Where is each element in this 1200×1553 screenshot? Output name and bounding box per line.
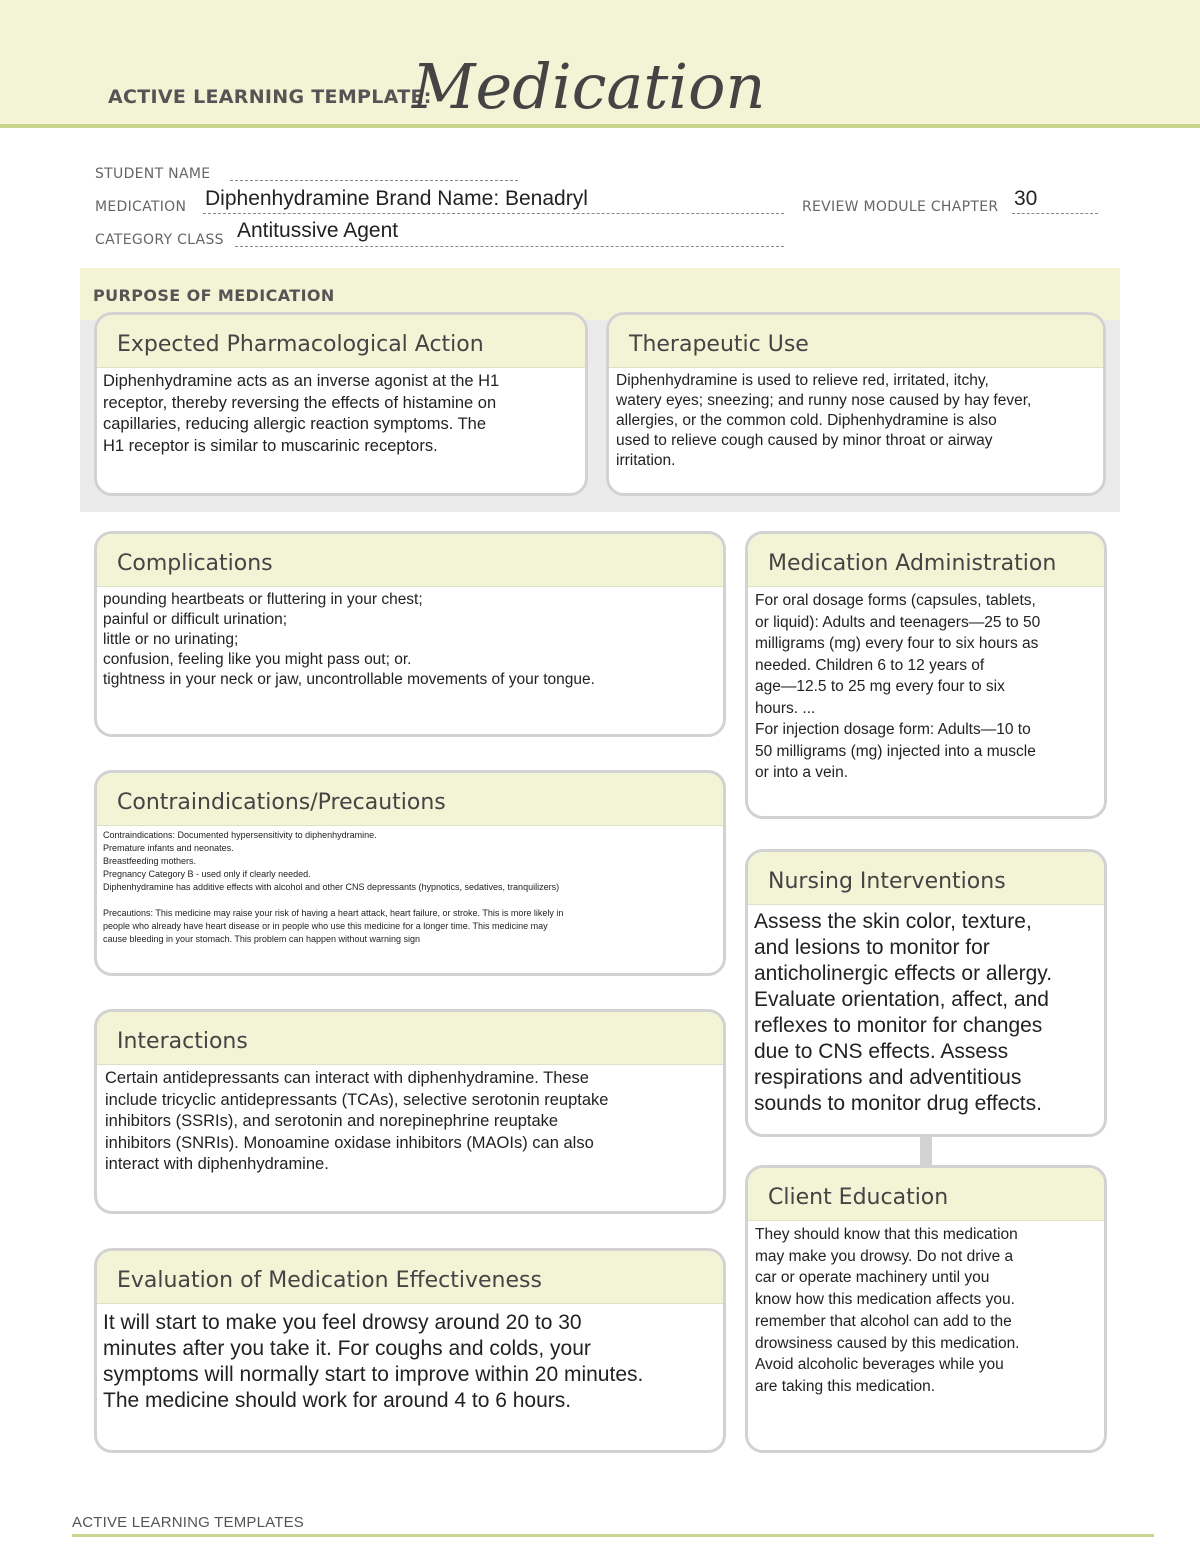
- evaluation-title: Evaluation of Medication Effectiveness: [117, 1268, 542, 1293]
- student-name-line[interactable]: [230, 180, 518, 181]
- contraindications-body: Contraindications: Documented hypersensitivity to diphenhydramine. Premature infants and neonates. Breastfeeding mothers. Pregnancy Category B - used only if clearly needed. Diphenhydramine has additive effects with alcohol and other CNS depressants (hypnotics, sedatives, tranquilizers) Precautions: This medicine may raise your risk of having a heart attack, heart failure, or stroke. This is more likely in people who already have heart disease or in people who use this medicine for a longer time. This medicine may cause bleeding in your stomach. This problem can happen without warning sign: [103, 830, 564, 944]
- review-module-label: REVIEW MODULE CHAPTER: [802, 199, 999, 215]
- expected-action-card: [94, 312, 588, 496]
- header-rule: [0, 124, 1200, 128]
- complications-title: Complications: [117, 551, 273, 576]
- nursing-card: [745, 849, 1107, 1137]
- medication-label: MEDICATION: [95, 199, 187, 215]
- purpose-title: PURPOSE OF MEDICATION: [93, 286, 335, 305]
- nursing-body: Assess the skin color, texture, and lesions to monitor for anticholinergic effects or allergy. Evaluate orientation, affect, and reflexes to monitor for changes due to CNS effects. Assess respirations and adventitious sounds to monitor drug effects.: [754, 910, 1053, 1115]
- therapeutic-use-title: Therapeutic Use: [629, 332, 809, 357]
- category-class-line[interactable]: [235, 246, 784, 247]
- template-label: ACTIVE LEARNING TEMPLATE:: [108, 86, 432, 108]
- nursing-title: Nursing Interventions: [768, 869, 1006, 894]
- evaluation-body: It will start to make you feel drowsy around 20 to 30 minutes after you take it. For coughs and colds, your symptoms will normally start to improve within 20 minutes. The medicine should work for around 4 to 6 hours.: [103, 1311, 644, 1412]
- client-education-card: [745, 1165, 1107, 1453]
- client-education-body: They should know that this medication may make you drowsy. Do not drive a car or operate machinery until you know how this medication affects you. remember that alcohol can add to the drowsiness caused by this medication. Avoid alcoholic beverages while you are taking this medication.: [755, 1226, 1020, 1395]
- interactions-card: [94, 1009, 726, 1214]
- category-class-value[interactable]: Antitussive Agent: [237, 219, 399, 242]
- footer-rule: [72, 1534, 1154, 1537]
- student-name-label: STUDENT NAME: [95, 166, 211, 182]
- client-education-title: Client Education: [768, 1185, 949, 1210]
- therapeutic-use-card: [606, 312, 1106, 496]
- evaluation-card: [94, 1248, 726, 1453]
- expected-action-title: Expected Pharmacological Action: [117, 332, 484, 357]
- template-title: Medication: [412, 50, 766, 123]
- expected-action-body: Diphenhydramine acts as an inverse agonist at the H1 receptor, thereby reversing the effects of histamine on capillaries, reducing allergic reaction symptoms. The H1 receptor is similar to muscarinic receptors.: [103, 372, 500, 455]
- administration-title: Medication Administration: [768, 551, 1057, 576]
- administration-body: For oral dosage forms (capsules, tablets, or liquid): Adults and teenagers—25 to 50 milligrams (mg) every four to six hours as needed. Children 6 to 12 years of age—12.5 to 25 mg every four to six hours. ... For injection dosage form: Adults—10 to 50 milligrams (mg) injected into a muscle or into a vein.: [755, 592, 1041, 781]
- complications-card: [94, 531, 726, 737]
- medication-value[interactable]: Diphenhydramine Brand Name: Benadryl: [205, 187, 588, 210]
- contraindications-card: [94, 770, 726, 976]
- footer-label: ACTIVE LEARNING TEMPLATES: [72, 1514, 304, 1531]
- contraindications-title: Contraindications/Precautions: [117, 790, 446, 815]
- therapeutic-use-body: Diphenhydramine is used to relieve red, irritated, itchy, watery eyes; sneezing; and runny nose caused by hay fever, allergies, or the common cold. Diphenhydramine is also used to relieve cough caused by minor throat or airway irritation.: [616, 372, 1032, 469]
- administration-card: [745, 531, 1107, 819]
- interactions-title: Interactions: [117, 1029, 248, 1054]
- review-module-value[interactable]: 30: [1014, 187, 1038, 210]
- card-connector: [920, 1135, 932, 1165]
- category-class-label: CATEGORY CLASS: [95, 232, 224, 248]
- complications-body: pounding heartbeats or fluttering in your chest; painful or difficult urination; little or no urinating; confusion, feeling like you might pass out; or. tightness in your neck or jaw, uncontrollable movements of your tongue.: [103, 591, 595, 688]
- interactions-body: Certain antidepressants can interact with diphenhydramine. These include tricyclic antidepressants (TCAs), selective serotonin reuptake inhibitors (SSRIs), and serotonin and norepinephrine reuptake inhibitors (SNRIs). Monoamine oxidase inhibitors (MAOIs) can also interact with diphenhydramine.: [105, 1069, 609, 1173]
- review-module-line[interactable]: [1012, 213, 1098, 214]
- medication-line[interactable]: [203, 213, 784, 214]
